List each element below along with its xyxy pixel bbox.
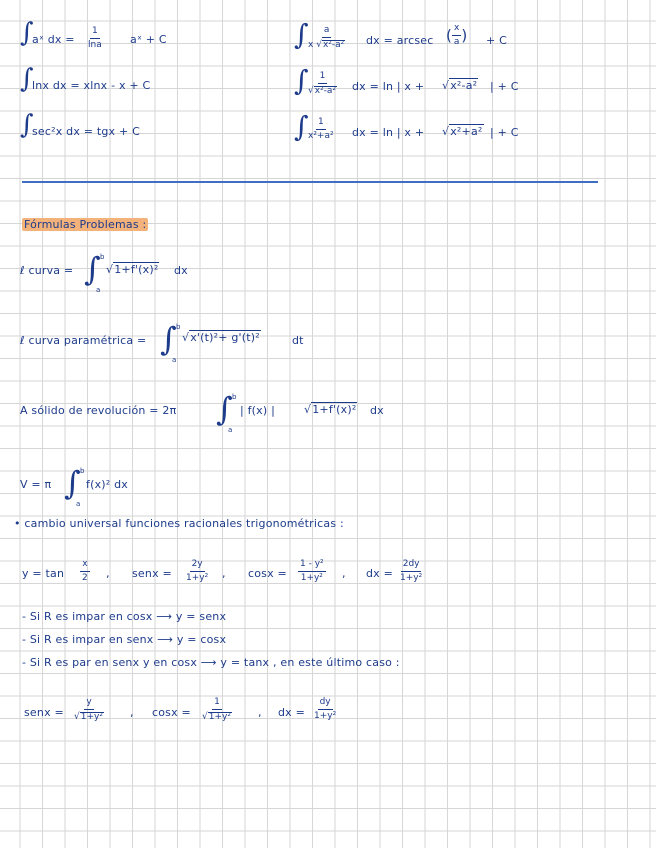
- formula-text: dx = ln | x +: [352, 80, 425, 93]
- integral-sign-icon: ∫: [294, 18, 309, 51]
- fraction: $\frac{\text{1 - y²}}{\text{1+y²}}$: [300, 559, 324, 583]
- formula-text: dt: [292, 334, 304, 347]
- integral-sign-icon: ∫: [216, 390, 233, 428]
- formula-text: dx: [174, 264, 188, 277]
- upper-limit: b: [100, 253, 105, 261]
- radical: √x²+a²: [442, 125, 483, 138]
- upper-limit: b: [232, 393, 237, 401]
- formula-text: senx =: [132, 567, 172, 580]
- bullet-heading: • cambio universal funciones racionales trigonométricas :: [14, 517, 344, 530]
- formula-text: cosx =: [152, 706, 191, 719]
- formula-text: aˣ + C: [130, 33, 167, 46]
- formula-label: V = π: [20, 478, 52, 491]
- formula-text: | + C: [490, 126, 519, 139]
- formula-text: cosx =: [248, 567, 287, 580]
- upper-limit: b: [176, 323, 181, 331]
- integral-sign-icon: ∫: [64, 464, 81, 502]
- formula-text: lnx dx = xlnx - x + C: [32, 79, 151, 92]
- formula-label: ℓ curva =: [20, 264, 74, 277]
- lower-limit: a: [76, 500, 81, 508]
- integral-sign-icon: ∫: [294, 64, 309, 97]
- fraction: $\frac{1}{\text{√x²-a²}}$: [308, 71, 337, 96]
- fraction: $\frac{x}{2}$: [82, 559, 88, 583]
- comma: ,: [222, 567, 226, 580]
- formula-text: y = tan: [22, 567, 65, 580]
- fraction: $\frac{a}{\text{x √x²-a²}}$: [308, 25, 345, 50]
- radical: √x'(t)²+ g'(t)²: [182, 331, 260, 344]
- formula-text: dx =: [278, 706, 306, 719]
- formula-text: senx =: [24, 706, 64, 719]
- section-title: Fórmulas Problemas :: [24, 218, 147, 231]
- integral-sign-icon: ∫: [160, 320, 177, 358]
- formula-text: | + C: [490, 80, 519, 93]
- case-line: - Si R es par en senx y en cosx ⟶ y = tanx , en este último caso :: [22, 656, 400, 669]
- radical: √1+f'(x)²: [106, 263, 159, 276]
- lower-limit: a: [96, 286, 101, 294]
- upper-limit: b: [80, 467, 85, 475]
- comma: ,: [130, 706, 134, 719]
- integral-sign-icon: ∫: [294, 110, 309, 143]
- comma: ,: [258, 706, 262, 719]
- fraction: $\frac{1}{\text{√1+y²}}$: [202, 697, 231, 722]
- paren-fraction: ( $\frac{x}{a}$ ): [446, 23, 468, 47]
- case-line: - Si R es impar en cosx ⟶ y = senx: [22, 610, 227, 623]
- integral-sign-icon: ∫: [84, 250, 101, 288]
- formula-text: sec²x dx = tgx + C: [32, 125, 140, 138]
- formula-text: + C: [486, 34, 507, 47]
- integral-sign-icon: ∫: [20, 18, 34, 48]
- fraction: $\frac{2dy}{\text{1+y²}}$: [400, 559, 423, 583]
- formula-text: f(x)² dx: [86, 478, 128, 491]
- case-line: - Si R es impar en senx ⟶ y = cosx: [22, 633, 227, 646]
- formula-label: A sólido de revolución = 2π: [20, 404, 177, 417]
- fraction: $\frac{1}{\ln a}$: [88, 26, 102, 50]
- formula-text: dx = arcsec: [366, 34, 434, 47]
- formula-text: | f(x) |: [240, 404, 275, 417]
- fraction: $\frac{1}{\text{x²+a²}}$: [308, 117, 334, 141]
- fraction: $\frac{dy}{\text{1+y²}}$: [314, 697, 337, 721]
- formula-text: dx =: [366, 567, 394, 580]
- formula-text: aˣ dx =: [32, 33, 75, 46]
- comma: ,: [106, 567, 110, 580]
- radical: √1+f'(x)²: [304, 403, 357, 416]
- section-divider: [22, 181, 598, 183]
- comma: ,: [342, 567, 346, 580]
- radical: √x²-a²: [442, 79, 478, 92]
- integral-sign-icon: ∫: [20, 64, 34, 94]
- formula-label: ℓ curva paramétrica =: [20, 334, 147, 347]
- lower-limit: a: [228, 426, 233, 434]
- formula-text: dx: [370, 404, 384, 417]
- formula-text: dx = ln | x +: [352, 126, 425, 139]
- fraction: $\frac{y}{\text{√1+y²}}$: [74, 697, 103, 722]
- fraction: $\frac{2y}{\text{1+y²}}$: [186, 559, 209, 583]
- integral-sign-icon: ∫: [20, 110, 34, 140]
- lower-limit: a: [172, 356, 177, 364]
